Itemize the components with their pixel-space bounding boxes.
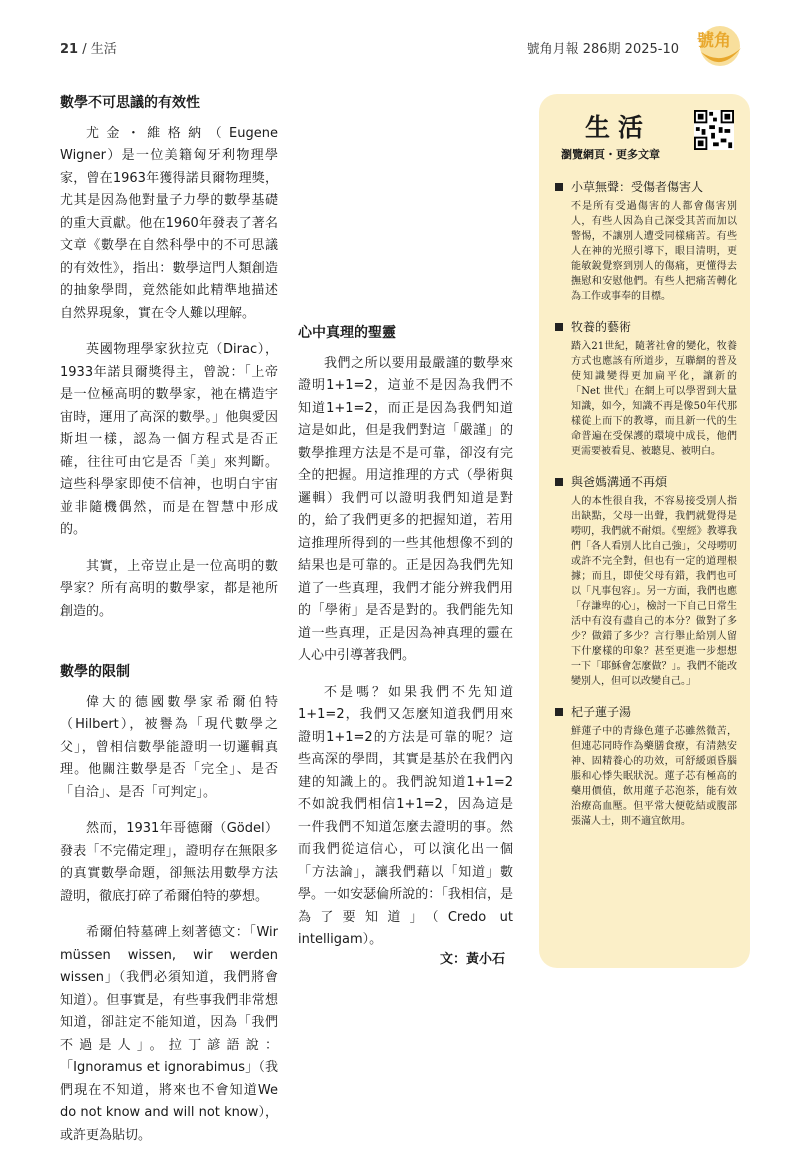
item-text: 鮮蓮子中的青綠色蓮子芯雖然微苦，但連芯同時作為藥膳食療，有清熱安神、固精養心的功效，可舒緩頭昏腦脹和心悸失眠狀況。蓮子芯有極高的藥用價值，飲用蓮子芯泡茶，能有效治療高血壓。但平常大便乾結或腹部張滿人士，則不適宜飲用。 <box>571 726 737 827</box>
paragraph: 我們之所以要用最嚴謹的數學來證明1+1=2，這並不是因為我們不知道1+1=2，而正是因為我們知道這是如此，但是我們對這「嚴謹」的數學推理方法是不是可靠，卻沒有完全的把握。用這推理的方式（學術與邏輯）我們可以證明我們知道是對的，給了我們更多的把握知道，若用這推理所得到的一些其他想像不到的結果也是可靠的。正是因為我們先知道了一些真理，我們才能分辨我們用的「學術」是否是對的。我們能先知道一些真理，正是因為神真理的靈在人心中引導著我們。 <box>298 355 513 663</box>
paragraph: 不是嗎？如果我們不先知道1+1=2，我們又怎麼知道我們用來證明1+1=2的方法是可靠的呢？這些高深的學問，其實是基於在我們內建的知識上的。我們說知道1+1=2不如說我們相信1+1=2，因為這是一件我們不知道怎麼去證明的事。然而我們從這信心，可以演化出一個「方法論」，讓我們藉以「知道」數學。一如安瑟倫所說的：「我相信，是為了要知道」（Credo ut intelligam）。 <box>298 684 513 947</box>
section-title: 數學不可思議的有效性 <box>60 95 200 111</box>
list-item[interactable] <box>555 318 737 459</box>
section-name: / 生活 <box>82 42 117 57</box>
paragraph: 尤金・維格納（Eugene Wigner）是一位美籍匈牙利物理學家，曾在1963年獲得諾貝爾物理獎，尤其是因為他對量子力學的數學基礎的重大貢獻。他在1960年發表了著名文章《數學在自然科學中的不可思議的有效性》，指出：數學這門人類創造的抽象學問，竟然能如此精準地描述自然界現象，實在令人難以理解。 <box>60 125 278 321</box>
article-column-2 <box>298 92 513 966</box>
sidebar-list <box>555 178 737 843</box>
qr-code-icon[interactable] <box>694 110 734 150</box>
item-text: 踏入21世紀，隨著社會的變化，牧養方式也應該有所道步，互聯網的普及使知識變得更加扁平化，讓新的「Net 世代」在網上可以學習到大量知識，如今，知識不再是像50年代那樣從上而下的教導，而且新一代的生命普遍在受保護的環境中成長，他們更需要被看見、被聽見、被明白。 <box>571 341 737 457</box>
square-bullet-icon <box>555 478 563 486</box>
square-bullet-icon <box>555 708 563 716</box>
section-title: 心中真理的聖靈 <box>298 325 396 341</box>
logo-text: 號角 <box>697 31 731 51</box>
item-text: 人的本性很自我，不容易接受別人指出缺點，父母一出聲，我們就覺得是嘮叨，我們就不耐煩。《聖經》教導我們「各人看別人比自己強」，父母嘮叨或許不完全對，但也有一定的道理根據；而且，即使父母有錯，我們也可以「凡事包容」。另一方面，我們也應「存謙卑的心」，檢討一下自己日常生活中有沒有盡自己的本分？做對了多少？做錯了多少？言行舉止給別人留下什麼樣的印象？甚至更進一步想想一下「耶穌會怎麼做？」。我們不能改變別人，但可以改變自己。」 <box>571 496 737 687</box>
article-column-1 <box>60 92 278 1161</box>
page-number: 21 <box>60 42 79 57</box>
page-header-left <box>60 38 117 57</box>
sidebar-subtitle[interactable]: 瀏覽網頁・更多文章 <box>561 148 660 161</box>
paragraph: 其實，上帝豈止是一位高明的數學家？所有高明的數學家，都是祂所創造的。 <box>60 558 278 619</box>
paragraph: 偉大的德國數學家希爾伯特（Hilbert），被譽為「現代數學之父」，曾相信數學能證明一切邏輯真理。他關注數學是否「完全」、是否「自洽」、是否「可判定」。 <box>60 694 278 800</box>
list-item[interactable] <box>555 703 737 829</box>
list-item[interactable] <box>555 473 737 689</box>
item-title: 杞子蓮子湯 <box>571 705 632 719</box>
paragraph: 英國物理學家狄拉克（Dirac），1933年諾貝爾獎得主，曾說：「上帝是一位極高明的數學家，祂在構造宇宙時，運用了高深的數學。」他與愛因斯坦一樣，認為一個方程式是否正確，往往可由它是否「美」來判斷。這些科學家即使不信神，也明白宇宙並非隨機偶然，而是在智慧中形成的。 <box>60 342 278 537</box>
issue-label: 號角月報 286期 2025-10 <box>526 42 679 57</box>
item-text: 不是所有受過傷害的人都會傷害別人，有些人因為自己深受其苦而加以警惕，不讓別人遭受同樣痛苦。有些人在神的光照引導下，眼目清明，更能敏銳覺察到別人的傷痛，更懂得去撫慰和安慰他們。有些人把痛苦轉化為工作或事奉的目標。 <box>571 201 737 302</box>
item-title: 牧養的藝術 <box>571 320 632 334</box>
sidebar-title: 生活 <box>585 113 652 142</box>
paragraph: 希爾伯特墓碑上刻著德文：「Wir müssen wissen, wir werden wissen」（我們必須知道，我們將會知道）。但事實是，有些事我們非常想知道，卻註定不能知道，因為「我們不過是人」。拉丁諺語說：「Ignoramus et ignorabimus」（我們現在不知道，將來也不會知道We do not know and will not know），或許更為貼切。 <box>60 925 278 1143</box>
byline: 文：黃小石 <box>440 952 506 967</box>
item-title: 與爸媽溝通不再煩 <box>571 475 668 489</box>
list-item[interactable] <box>555 178 737 304</box>
publication-logo <box>691 22 749 70</box>
sidebar-panel <box>539 94 750 968</box>
square-bullet-icon <box>555 323 563 331</box>
paragraph: 然而，1931年哥德爾（Gödel）發表「不完備定理」，證明存在無限多的真實數學命題，卻無法用數學方法證明，徹底打碎了希爾伯特的夢想。 <box>60 821 278 904</box>
item-title: 小草無聲：受傷者傷害人 <box>571 180 704 194</box>
square-bullet-icon <box>555 183 563 191</box>
section-title: 數學的限制 <box>60 664 130 680</box>
